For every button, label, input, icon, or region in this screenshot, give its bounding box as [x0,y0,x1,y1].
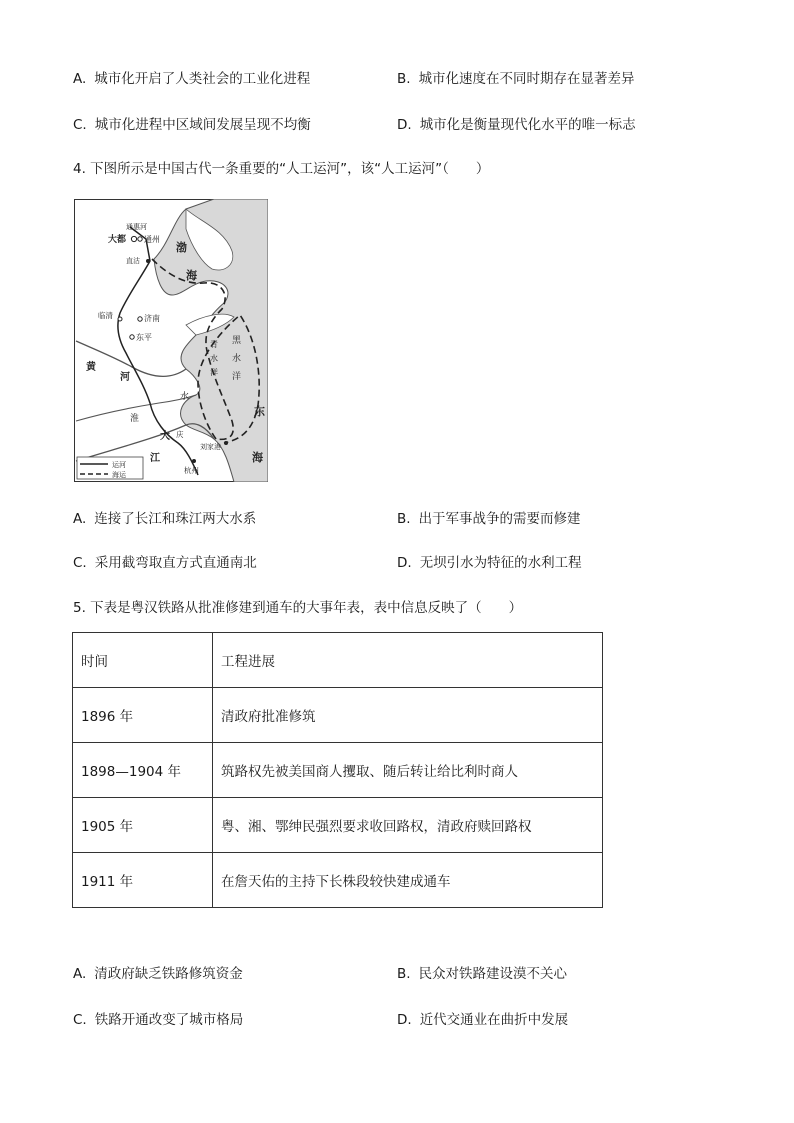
map-graphic [74,199,268,482]
option-key: D. [397,1012,412,1028]
header-time: 时间 [73,633,213,688]
legend-canal-label: 运河 [112,461,126,469]
option-key: B. [397,71,411,87]
label-dadu: 大都 [108,235,127,245]
label-huai: 淮 [130,414,140,424]
q4-option-a[interactable] [73,507,256,527]
table-row [73,798,603,853]
option-key: D. [397,117,412,133]
option-key: D. [397,555,412,571]
label-jinan: 济南 [144,314,160,323]
option-text: 无坝引水为特征的水利工程 [419,555,582,571]
table-header-row [73,633,603,688]
cell-progress: 粤、湘、鄂绅民强烈要求收回路权，清政府赎回路权 [213,798,603,853]
q5-option-b[interactable] [397,962,567,982]
cell-progress: 筑路权先被美国商人攫取、随后转让给比利时商人 [213,743,603,798]
q5-option-c[interactable] [73,1008,243,1028]
q4-option-c[interactable] [73,551,257,571]
option-key: A. [73,966,87,982]
option-key: C. [73,1012,87,1028]
q5-option-d[interactable] [397,1008,568,1028]
grand-canal-map [74,199,268,482]
cell-time: 1905 年 [73,798,213,853]
option-text: 近代交通业在曲折中发展 [419,1012,569,1028]
railway-timeline-table [72,632,603,908]
option-key: C. [73,555,87,571]
option-key: A. [73,511,87,527]
label-qingyuan: 庆 [176,430,184,439]
cell-time: 1911 年 [73,853,213,908]
label-da: 大 [160,431,170,442]
label-he: 河 [120,372,130,383]
label-hangzhou: 杭州 [184,466,199,475]
table-row [73,853,603,908]
label-dongping: 东平 [136,333,152,342]
option-text: 城市化是衡量现代化水平的唯一标志 [419,117,636,133]
option-text: 清政府缺乏铁路修筑资金 [94,966,243,982]
q4-option-d[interactable] [397,551,582,571]
label-hei: 黑 [232,336,242,346]
option-text: 城市化进程中区域间发展呈现不均衡 [94,117,311,133]
label-linqing: 临清 [98,311,113,320]
option-key: B. [397,966,411,982]
label-shui-hei: 水 [232,354,242,364]
label-hai-bohai: 海 [186,269,197,282]
label-yang-hei: 洋 [232,372,242,382]
cell-progress: 在詹天佑的主持下长株段较快建成通车 [213,853,603,908]
option-key: C. [73,117,87,133]
option-key: A. [73,71,87,87]
label-jiang: 江 [150,453,160,464]
q5-option-a[interactable] [73,962,243,982]
option-key: B. [397,511,411,527]
option-text: 采用截弯取直方式直通南北 [94,555,257,571]
option-text: 城市化开启了人类社会的工业化进程 [94,71,311,87]
label-yang-qing: 洋 [210,368,218,377]
cell-time: 1896 年 [73,688,213,743]
map-legend [77,457,143,479]
label-tonghui: 通惠河 [126,223,147,231]
option-text: 民众对铁路建设漠不关心 [418,966,568,982]
q3-option-d[interactable] [397,113,636,133]
option-text: 连接了长江和珠江两大水系 [94,511,257,527]
q3-option-a[interactable] [73,67,310,87]
label-liujiagang: 刘家港 [200,443,221,451]
label-hai-east: 海 [252,451,263,464]
table-row [73,743,603,798]
legend-sea-label: 海运 [112,471,126,479]
label-huang: 黄 [86,362,96,373]
q4-option-b[interactable] [397,507,581,527]
q3-option-b[interactable] [397,67,635,87]
option-text: 出于军事战争的需要而修建 [418,511,581,527]
q4-stem: 4. 下图所示是中国古代一条重要的“人工运河”，该“人工运河”（ ） [73,161,490,177]
option-text: 铁路开通改变了城市格局 [94,1012,244,1028]
label-shui-qing: 水 [210,354,218,363]
header-progress: 工程进展 [213,633,603,688]
q3-option-c[interactable] [73,113,311,133]
label-bo: 渤 [176,241,187,254]
option-text: 城市化速度在不同时期存在显著差异 [418,71,635,87]
label-dong: 东 [254,405,265,418]
cell-progress: 清政府批准修筑 [213,688,603,743]
cell-time: 1898—1904 年 [73,743,213,798]
label-tongzhou: 通州 [144,235,160,244]
q5-stem: 5. 下表是粤汉铁路从批准修建到通车的大事年表，表中信息反映了（ ） [73,600,523,616]
label-shui-huai: 水 [180,392,190,402]
label-qing: 青 [210,340,218,349]
label-zhigu: 直沽 [126,257,140,265]
table-row [73,688,603,743]
